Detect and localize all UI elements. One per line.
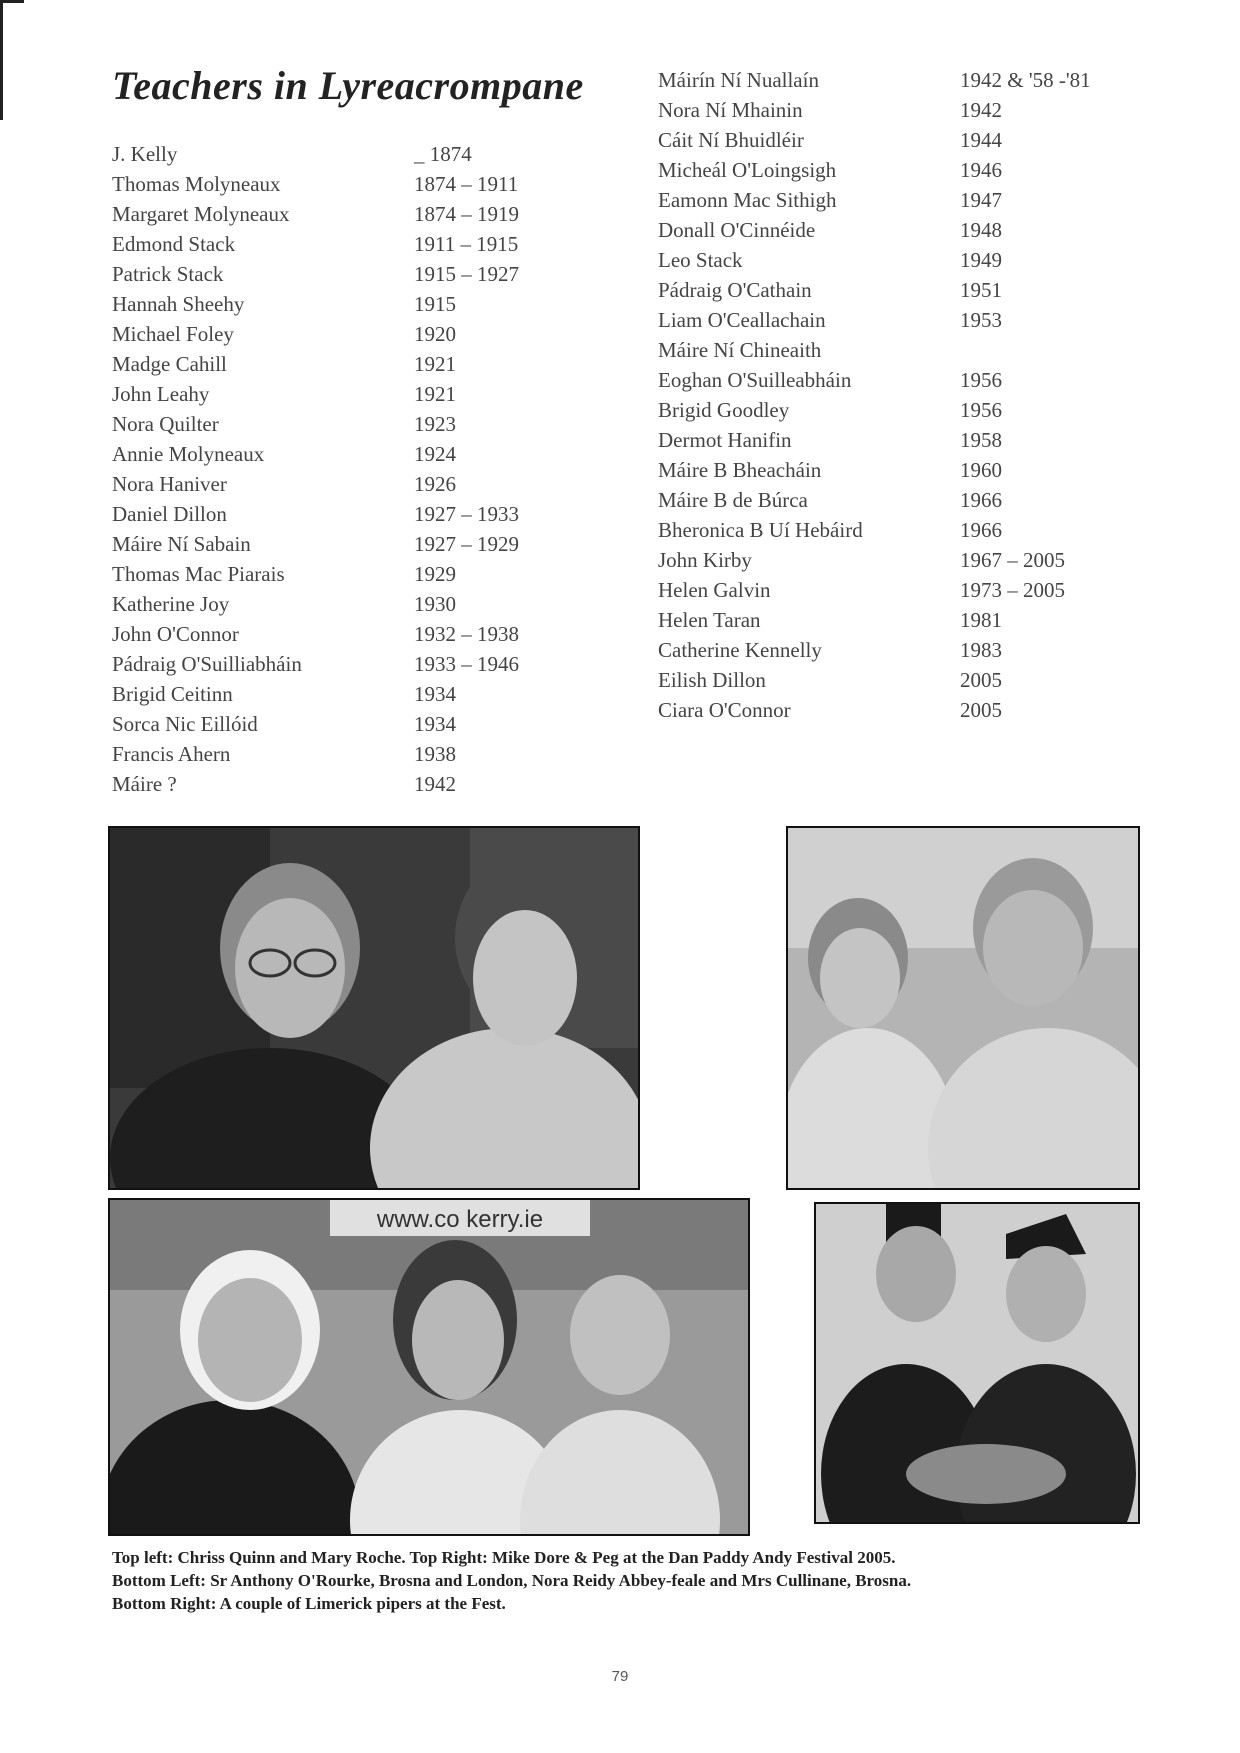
teacher-name: John Kirby [658,548,752,572]
teacher-row [658,68,1128,98]
photo-bottom-right [814,1202,1140,1524]
teacher-years: 1956 [960,368,1002,392]
teacher-name: Brigid Ceitinn [112,682,233,706]
teacher-row [112,562,542,592]
teacher-name: Liam O'Ceallachain [658,308,826,332]
teacher-name: Dermot Hanifin [658,428,792,452]
teacher-name: Francis Ahern [112,742,231,766]
teacher-name: John O'Connor [112,622,239,646]
page-edge-line [0,0,3,120]
teacher-row [658,668,1128,698]
teacher-years: 1923 [414,412,456,436]
teacher-name: Thomas Molyneaux [112,172,281,196]
teacher-years: 1921 [414,352,456,376]
teacher-name: Edmond Stack [112,232,236,256]
teacher-years: 2005 [960,698,1002,722]
teacher-row [112,682,542,712]
teacher-name: Eoghan O'Suilleabháin [658,368,852,392]
page-number: 79 [611,1668,629,1685]
teacher-name: Máire Ní Chineaith [658,338,822,362]
teacher-name: Annie Molyneaux [112,442,265,466]
caption-line: Bottom Left: Sr Anthony O'Rourke, Brosna and London, Nora Reidy Abbey-feale and Mrs Cullinane, Brosna. [112,1571,912,1590]
teacher-name: Brigid Goodley [658,398,790,422]
teacher-name: Thomas Mac Piarais [112,562,285,586]
page-edge-mark [0,0,24,3]
teacher-name: Donall O'Cinnéide [658,218,816,242]
teacher-row [112,772,542,802]
teacher-row [658,98,1128,128]
teacher-row [658,158,1128,188]
teacher-row [112,502,542,532]
teacher-name: Sorca Nic Eillóid [112,712,258,736]
teacher-years: 1973 – 2005 [960,578,1065,602]
caption-line: Top left: Chriss Quinn and Mary Roche. Top Right: Mike Dore & Peg at the Dan Paddy Andy Festival 2005. [112,1548,896,1567]
page-title: Teachers in Lyreacrompane [112,63,584,108]
teacher-years: 1924 [414,442,456,466]
photo-top-right [786,826,1140,1190]
teacher-years: 1920 [414,322,456,346]
teacher-row [112,232,542,262]
teacher-name: John Leahy [112,382,210,406]
teacher-name: Máirín Ní Nuallaín [658,68,819,92]
teacher-row [658,638,1128,668]
teacher-years: 1981 [960,608,1002,632]
teacher-name: Nora Haniver [112,472,227,496]
teacher-name: Ciara O'Connor [658,698,791,722]
teacher-years: 1932 – 1938 [414,622,519,646]
photo-caption [112,1546,1136,1615]
teacher-name: Pádraig O'Suilliabháin [112,652,302,676]
teacher-name: J. Kelly [112,142,178,166]
teacher-name: Leo Stack [658,248,743,272]
teacher-row [658,188,1128,218]
teacher-name: Michael Foley [112,322,234,346]
teacher-row [658,698,1128,728]
teacher-name: Máire ? [112,772,177,796]
teacher-years: 1966 [960,488,1002,512]
teacher-years: _ 1874 [414,142,472,166]
teachers-list-right [658,68,1128,728]
teacher-row [658,518,1128,548]
teacher-years: 1926 [414,472,456,496]
teacher-row [658,458,1128,488]
teacher-row [112,472,542,502]
teacher-row [112,712,542,742]
teacher-name: Nora Ní Mhainin [658,98,803,122]
teacher-name: Eamonn Mac Sithigh [658,188,837,212]
teacher-row [112,262,542,292]
teacher-row [112,352,542,382]
teacher-years: 1966 [960,518,1002,542]
teacher-row [112,442,542,472]
teacher-row [112,172,542,202]
teacher-name: Margaret Molyneaux [112,202,290,226]
teacher-row [658,488,1128,518]
teacher-years: 1915 – 1927 [414,262,519,286]
teacher-name: Helen Galvin [658,578,771,602]
teacher-row [112,652,542,682]
teacher-row [658,398,1128,428]
teacher-years: 2005 [960,668,1002,692]
teacher-years: 1933 – 1946 [414,652,519,676]
teacher-years: 1983 [960,638,1002,662]
teacher-years: 1946 [960,158,1002,182]
teacher-years: 1929 [414,562,456,586]
teacher-years: 1915 [414,292,456,316]
teacher-years: 1953 [960,308,1002,332]
teacher-years: 1956 [960,398,1002,422]
teacher-name: Catherine Kennelly [658,638,822,662]
teacher-row [112,742,542,772]
teacher-years: 1947 [960,188,1002,212]
photo-top-left [108,826,640,1190]
teacher-row [112,202,542,232]
teacher-years: 1942 & '58 -'81 [960,68,1091,92]
teacher-name: Máire B Bheacháin [658,458,822,482]
caption-line: Bottom Right: A couple of Limerick pipers at the Fest. [112,1594,506,1613]
teacher-years: 1927 – 1933 [414,502,519,526]
teacher-years: 1874 – 1911 [414,172,519,196]
teacher-years: 1934 [414,682,456,706]
teacher-years: 1949 [960,248,1002,272]
teacher-name: Hannah Sheehy [112,292,245,316]
teacher-name: Nora Quilter [112,412,219,436]
teacher-row [658,308,1128,338]
teacher-name: Micheál O'Loingsigh [658,158,837,182]
teacher-name: Cáit Ní Bhuidléir [658,128,804,152]
teacher-name: Madge Cahill [112,352,227,376]
teacher-name: Patrick Stack [112,262,224,286]
teacher-years: 1927 – 1929 [414,532,519,556]
teacher-row [658,248,1128,278]
teacher-row [658,218,1128,248]
teacher-years: 1967 – 2005 [960,548,1065,572]
banner-text: www.co kerry.ie [376,1206,544,1233]
teacher-row [112,532,542,562]
teacher-row [112,382,542,412]
teacher-name: Bheronica B Uí Hebáird [658,518,863,542]
teacher-row [658,608,1128,638]
teacher-years: 1934 [414,712,456,736]
teacher-years: 1942 [960,98,1002,122]
teacher-years: 1930 [414,592,456,616]
teacher-row [112,142,542,172]
teacher-name: Eilish Dillon [658,668,766,692]
teacher-row [658,278,1128,308]
teacher-years: 1938 [414,742,456,766]
teacher-row [112,622,542,652]
teacher-years: 1921 [414,382,456,406]
teacher-years: 1948 [960,218,1002,242]
teacher-name: Máire B de Búrca [658,488,808,512]
teacher-years: 1911 – 1915 [414,232,519,256]
teachers-list-left [112,142,542,802]
teacher-row [112,292,542,322]
teacher-years: 1942 [414,772,456,796]
teacher-name: Daniel Dillon [112,502,227,526]
teacher-years: 1951 [960,278,1002,302]
teacher-name: Helen Taran [658,608,761,632]
teacher-years: 1958 [960,428,1002,452]
teacher-name: Katherine Joy [112,592,230,616]
teacher-row [658,338,1128,368]
teacher-row [112,412,542,442]
teacher-row [658,578,1128,608]
teacher-row [112,592,542,622]
teacher-row [658,548,1128,578]
teacher-row [658,128,1128,158]
teacher-name: Máire Ní Sabain [112,532,251,556]
teacher-years: 1960 [960,458,1002,482]
teacher-years: 1874 – 1919 [414,202,519,226]
photo-bottom-left [108,1198,750,1536]
teacher-row [658,428,1128,458]
teacher-name: Pádraig O'Cathain [658,278,812,302]
teacher-years: 1944 [960,128,1002,152]
teacher-row [112,322,542,352]
teacher-row [658,368,1128,398]
